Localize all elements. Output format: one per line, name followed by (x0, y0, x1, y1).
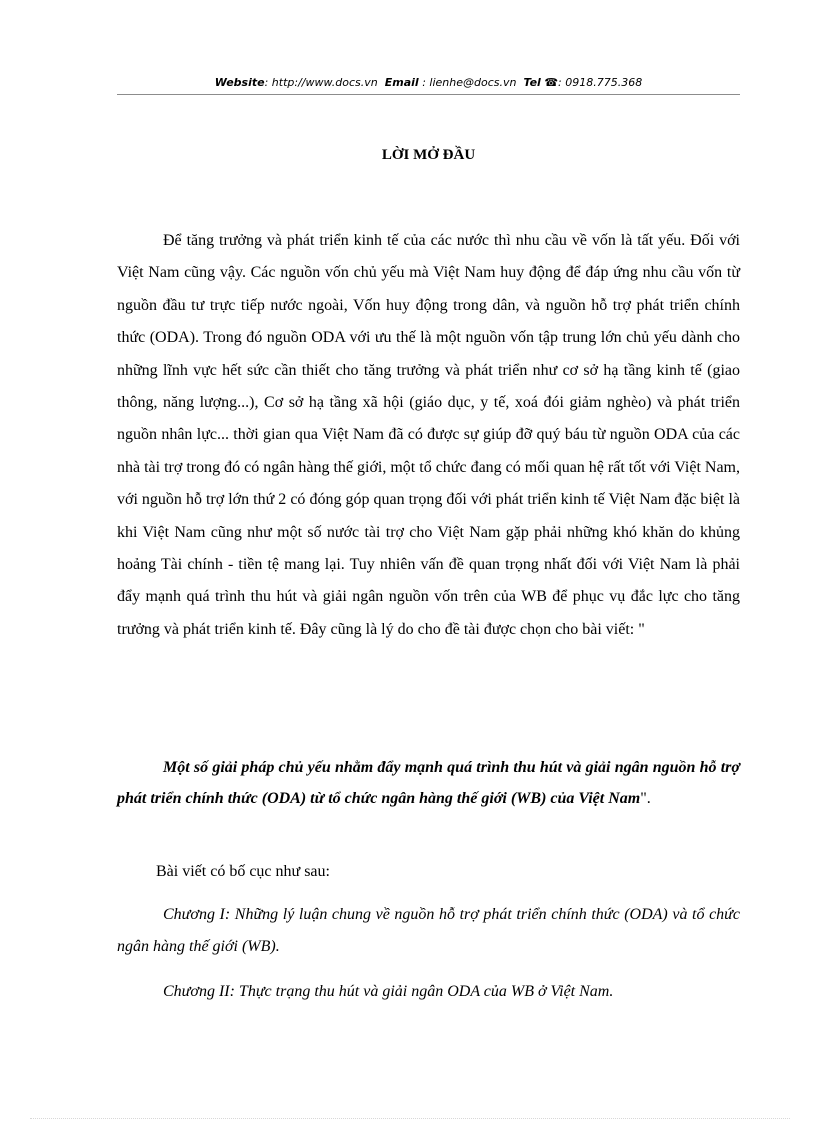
topic-title (117, 752, 740, 814)
topic-close: ". (640, 790, 651, 807)
intro-section (117, 225, 740, 646)
website-value: : http://www.docs.vn (264, 76, 378, 89)
chapter-2: Chương II: Thực trạng thu hút và giải ngân ODA của WB ở Việt Nam. (163, 983, 614, 1000)
tel-label: Tel (523, 76, 541, 89)
topic-title-text: Một số giải pháp chủ yếu nhằm đẩy mạnh quá trình thu hút và giải ngân nguồn hỗ trợ phát triển chính thức (ODA) từ tổ chức ngân hàng thế giới (WB) của Việt Nam (117, 759, 740, 807)
page-title: LỜI MỞ ĐẦU (381, 147, 476, 163)
footer-divider (30, 1118, 790, 1119)
page-header (117, 74, 740, 95)
layout-intro: Bài viết có bố cục như sau: (156, 863, 330, 880)
website-label: Website (214, 76, 265, 89)
email-value: : lienhe@docs.vn (422, 76, 517, 89)
email-label: Email (384, 76, 419, 89)
chapter-1: Chương I: Những lý luận chung về nguồn hỗ trợ phát triển chính thức (ODA) và tổ chức ngân hàng thế giới (WB). (117, 906, 740, 955)
phone-icon: ☎ (544, 76, 559, 89)
tel-value: : 0918.775.368 (558, 76, 643, 89)
intro-paragraph: Để tăng trưởng và phát triển kinh tế của các nước thì nhu cầu về vốn là tất yếu. Đối với Việt Nam cũng vậy. Các nguồn vốn chủ yếu mà Việt Nam huy động để đáp ứng nhu cầu vốn từ nguồn đầu tư trực tiếp nước ngoài, Vốn huy động trong dân, và nguồn hỗ trợ phát triển chính thức (ODA). Trong đó nguồn ODA với ưu thế là một nguồn vốn tập trung lớn chủ yếu dành cho những lĩnh vực hết sức cần thiết cho tăng trưởng và phát triển như cơ sở hạ tầng kinh tế (giao thông, năng lượng...), Cơ sở hạ tầng xã hội (giáo dục, y tế, xoá đói giảm nghèo) và phát triển nguồn nhân lực... thời gian qua Việt Nam đã có được sự giúp đỡ quý báu từ nguồn ODA của các nhà tài trợ trong đó có ngân hàng thế giới, một tổ chức đang có mối quan hệ rất tốt với Việt Nam, với nguồn hỗ trợ lớn thứ 2 có đóng góp quan trọng đối với phát triển kinh tế Việt Nam đặc biệt là khi Việt Nam cũng như một số nước tài trợ cho Việt Nam gặp phải những khó khăn do khủng hoảng Tài chính - tiền tệ mang lại. Tuy nhiên vấn đề quan trọng nhất đối với Việt Nam là phải đẩy mạnh quá trình thu hút và giải ngân nguồn vốn trên của WB để phục vụ đắc lực cho tăng trưởng và phát triển kinh tế. Đây cũng là lý do cho đề tài được chọn cho bài viết: " (117, 232, 740, 638)
